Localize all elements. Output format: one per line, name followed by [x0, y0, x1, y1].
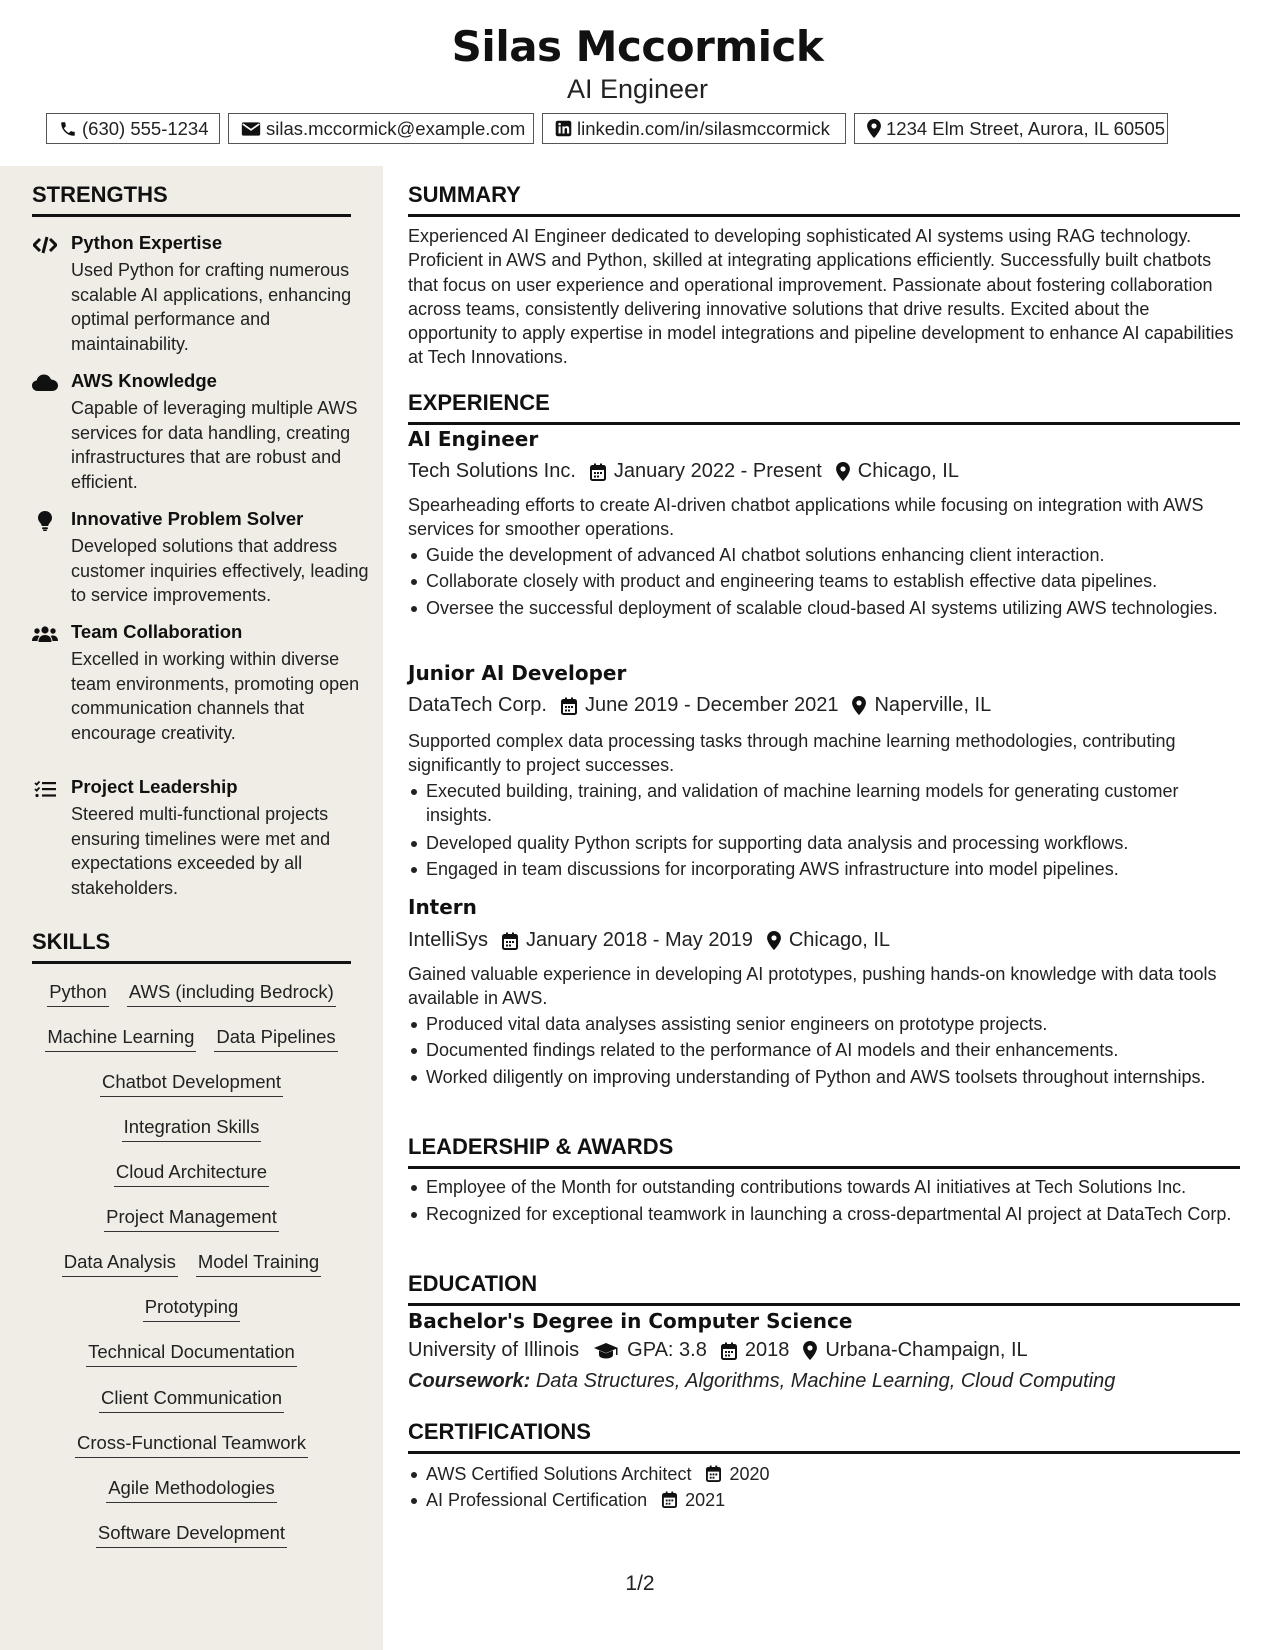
job-location: Chicago, IL — [788, 929, 891, 951]
job-dates: January 2018 - May 2019 — [526, 929, 753, 951]
coursework-list: Data Structures, Algorithms, Machine Learning, Cloud Computing — [535, 1370, 1116, 1392]
cert-item — [408, 1462, 1240, 1486]
skills-row — [32, 1387, 351, 1413]
strength-desc: Capable of leveraging multiple AWS services for data handling, creating infrastructures that are robust and efficient. — [71, 398, 358, 492]
job-description: Gained valuable experience in developing AI prototypes, pushing hands-on knowledge with data tools available in AWS. — [408, 964, 1217, 1009]
job-title: AI Engineer — [408, 427, 539, 451]
school-location: Urbana-Champaign, IL — [825, 1339, 1028, 1361]
contact-email[interactable] — [228, 113, 534, 144]
strength-desc: Excelled in working within diverse team environments, promoting open communication channels that encourage creativity. — [71, 649, 360, 743]
contact-phone-text: (630) 555-1234 — [82, 117, 209, 139]
bullet-item: Developed quality Python scripts for supporting data analysis and processing workflows. — [408, 831, 1240, 855]
strength-title: Python Expertise — [71, 232, 223, 253]
candidate-role: AI Engineer — [566, 74, 709, 104]
contact-linkedin-text: linkedin.com/in/silasmccormick — [577, 117, 830, 139]
cert-item — [408, 1488, 1240, 1512]
skill-tag: AWS (including Bedrock) — [127, 981, 336, 1007]
strength-title: Team Collaboration — [71, 621, 243, 642]
job-location: Naperville, IL — [874, 694, 992, 716]
education-meta — [408, 1339, 1240, 1362]
strength-desc: Used Python for crafting numerous scalable AI applications, enhancing optimal performance and maintainability. — [71, 260, 352, 354]
skills-row — [32, 1251, 351, 1277]
strength-desc: Developed solutions that address customer inquiries effectively, leading to service improvements. — [71, 536, 369, 605]
contact-linkedin[interactable] — [542, 113, 846, 144]
contact-address-text: 1234 Elm Street, Aurora, IL 60505 — [886, 117, 1166, 139]
bullet-item: Employee of the Month for outstanding contributions towards AI initiatives at Tech Solutions Inc. — [408, 1175, 1240, 1199]
graduation-cap-icon — [593, 1342, 619, 1360]
bullet-item: Documented findings related to the performance of AI models and their enhancements. — [408, 1038, 1240, 1062]
certifications-heading: CERTIFICATIONS — [408, 1419, 1240, 1454]
map-pin-icon — [803, 1341, 817, 1360]
skill-tag: Chatbot Development — [100, 1071, 283, 1097]
bullet-item: Collaborate closely with product and engineering teams to establish effective data pipelines. — [408, 569, 1240, 593]
calendar-icon — [721, 1342, 737, 1360]
calendar-icon — [590, 463, 606, 481]
linkedin-icon — [555, 120, 572, 137]
job-title: Intern — [408, 895, 477, 919]
job-title: Junior AI Developer — [408, 661, 627, 685]
calendar-icon — [706, 1465, 721, 1482]
bullet-item: Guide the development of advanced AI chatbot solutions enhancing client interaction. — [408, 543, 1240, 567]
skill-tag: Client Communication — [99, 1387, 284, 1413]
job-dates: January 2022 - Present — [613, 460, 822, 482]
bullet-item: Produced vital data analyses assisting senior engineers on prototype projects. — [408, 1012, 1240, 1036]
summary-heading: SUMMARY — [408, 182, 1240, 217]
skill-tag: Python — [47, 981, 109, 1007]
job-location: Chicago, IL — [857, 460, 959, 482]
page-number: 1/2 — [625, 1572, 655, 1595]
job-description: Spearheading efforts to create AI-driven chatbot applications while focusing on integration with AWS services for smoother operations. — [408, 495, 1204, 540]
strength-desc: Steered multi-functional projects ensuring timelines were met and expectations exceeded by all stakeholders. — [71, 804, 331, 898]
bullet-item: Oversee the successful deployment of scalable cloud-based AI systems utilizing AWS technologies. — [408, 596, 1240, 620]
job-company: Tech Solutions Inc. — [408, 460, 576, 482]
skill-tag: Project Management — [104, 1206, 279, 1232]
skills-row — [32, 981, 351, 1007]
gpa: GPA: 3.8 — [627, 1339, 707, 1361]
cert-year: 2021 — [685, 1490, 726, 1510]
map-pin-icon — [852, 696, 866, 715]
resume-header — [0, 0, 1275, 166]
skills-row — [32, 1477, 351, 1503]
calendar-icon — [561, 697, 577, 715]
skill-tag: Agile Methodologies — [106, 1477, 277, 1503]
contact-phone[interactable] — [46, 113, 220, 144]
skills-row — [32, 1161, 351, 1187]
job-dates: June 2019 - December 2021 — [584, 694, 839, 716]
cert-name: AWS Certified Solutions Architect — [426, 1464, 692, 1484]
skill-tag: Prototyping — [143, 1296, 241, 1322]
skill-tag: Cloud Architecture — [114, 1161, 269, 1187]
calendar-icon — [662, 1491, 677, 1508]
summary-text: Experienced AI Engineer dedicated to developing sophisticated AI systems using RAG technology. Proficient in AWS and Python, skilled at integrating applications efficiently. Successfully built chatbots that focus on user experience and operational improvement. Passionate about fostering collaboration across teams, consistently delivering innovative solutions that drive results. Excited about the opportunity to apply expertise in model integrations and pipeline development to enhance AI capabilities at Tech Innovations. — [408, 226, 1234, 368]
job-meta — [408, 929, 1240, 952]
job-meta — [408, 694, 1240, 717]
cert-year: 2020 — [729, 1464, 770, 1484]
skills-row — [32, 1206, 351, 1232]
coursework-line — [408, 1370, 1240, 1393]
skill-tag: Data Pipelines — [214, 1026, 337, 1052]
users-icon — [32, 623, 58, 645]
strengths-heading: STRENGTHS — [32, 182, 351, 217]
coursework-label: Coursework: — [408, 1370, 531, 1392]
code-icon — [32, 234, 58, 256]
strength-title: Innovative Problem Solver — [71, 508, 304, 529]
school-name: University of Illinois — [408, 1339, 580, 1361]
contact-email-text: silas.mccormick@example.com — [266, 117, 526, 139]
skills-row — [32, 1116, 351, 1142]
skill-tag: Machine Learning — [45, 1026, 196, 1052]
job-description: Supported complex data processing tasks through machine learning methodologies, contributing significantly to project successes. — [408, 731, 1176, 776]
awards-heading: LEADERSHIP & AWARDS — [408, 1134, 1240, 1169]
skills-row — [32, 1341, 351, 1367]
cloud-icon — [32, 372, 58, 394]
skills-row — [32, 1296, 351, 1322]
contact-address — [854, 113, 1168, 144]
phone-icon — [59, 120, 77, 138]
skills-heading: SKILLS — [32, 929, 351, 964]
skills-row — [32, 1522, 351, 1548]
skill-tag: Software Development — [96, 1522, 287, 1548]
sidebar — [0, 166, 383, 1650]
bullet-item: Worked diligently on improving understanding of Python and AWS toolsets throughout internships. — [408, 1065, 1240, 1089]
skill-tag: Technical Documentation — [86, 1341, 297, 1367]
skills-row — [32, 1071, 351, 1097]
bullet-item: Executed building, training, and validation of machine learning models for generating customer insights. — [408, 779, 1240, 828]
calendar-icon — [502, 932, 518, 950]
skills-row — [32, 1026, 351, 1052]
list-check-icon — [32, 778, 58, 800]
skill-tag: Integration Skills — [122, 1116, 262, 1142]
job-company: IntelliSys — [408, 929, 489, 951]
map-pin-icon — [767, 931, 781, 950]
map-pin-icon — [867, 119, 881, 138]
contact-bar — [46, 113, 1168, 144]
bullet-item: Engaged in team discussions for incorporating AWS infrastructure into model pipelines. — [408, 857, 1240, 881]
candidate-name: Silas Mccormick — [451, 22, 824, 71]
job-company: DataTech Corp. — [408, 694, 547, 716]
skills-row — [32, 1432, 351, 1458]
cert-name: AI Professional Certification — [426, 1490, 648, 1510]
skill-tag: Model Training — [196, 1251, 321, 1277]
envelope-icon — [241, 121, 261, 137]
graduation-year: 2018 — [744, 1339, 790, 1361]
strength-title: AWS Knowledge — [71, 370, 217, 391]
experience-heading: EXPERIENCE — [408, 390, 1240, 425]
skill-tag: Cross-Functional Teamwork — [75, 1432, 308, 1458]
map-pin-icon — [836, 462, 850, 481]
strength-title: Project Leadership — [71, 776, 238, 797]
skill-tag: Data Analysis — [62, 1251, 178, 1277]
education-heading: EDUCATION — [408, 1271, 1240, 1306]
degree-title: Bachelor's Degree in Computer Science — [408, 1309, 853, 1333]
lightbulb-icon — [32, 510, 58, 532]
bullet-item: Recognized for exceptional teamwork in launching a cross-departmental AI project at DataTech Corp. — [408, 1202, 1240, 1226]
job-meta — [408, 460, 1240, 483]
